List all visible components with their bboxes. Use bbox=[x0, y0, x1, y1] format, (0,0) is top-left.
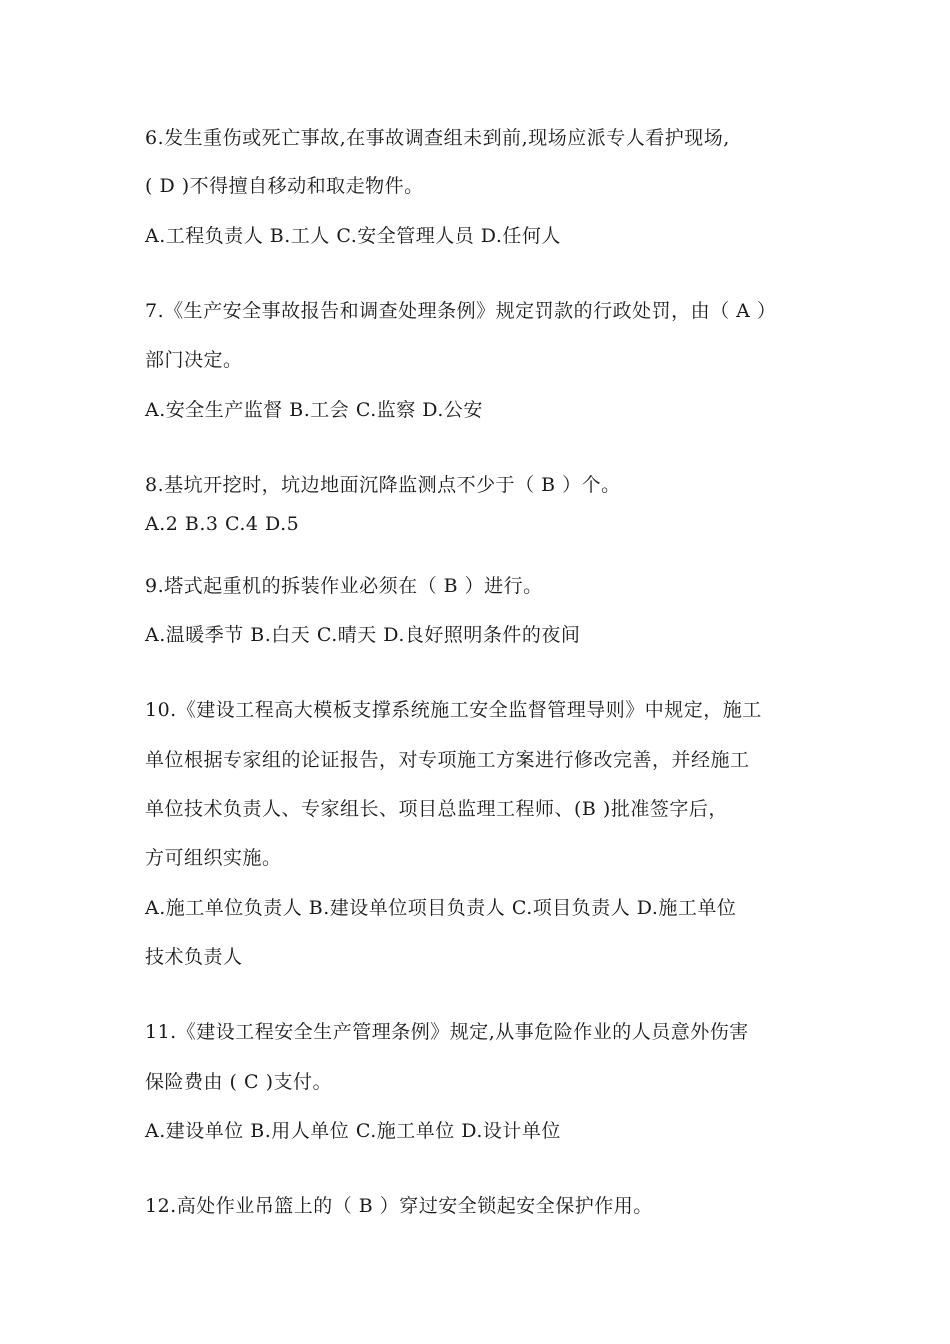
question-10-line-1: 10.《建设工程高大模板支撑系统施工安全监督管理导则》中规定，施工 bbox=[145, 699, 762, 721]
question-8-options: A.2 B.3 C.4 D.5 bbox=[145, 513, 300, 535]
question-11-line-1: 11.《建设工程安全生产管理条例》规定,从事危险作业的人员意外伤害 bbox=[145, 1021, 749, 1043]
question-11-line-2: 保险费由 ( C )支付。 bbox=[145, 1071, 332, 1093]
question-6-line-2: ( D )不得擅自移动和取走物件。 bbox=[145, 175, 424, 197]
question-7-options: A.安全生产监督 B.工会 C.监察 D.公安 bbox=[145, 399, 483, 421]
question-10-line-4: 方可组织实施。 bbox=[145, 847, 282, 869]
question-10-options-line-1: A.施工单位负责人 B.建设单位项目负责人 C.项目负责人 D.施工单位 bbox=[145, 897, 737, 919]
question-9-line-1: 9.塔式起重机的拆装作业必须在（ B ）进行。 bbox=[145, 575, 543, 597]
question-11-options: A.建设单位 B.用人单位 C.施工单位 D.设计单位 bbox=[145, 1120, 561, 1142]
question-10-line-2: 单位根据专家组的论证报告，对专项施工方案进行修改完善，并经施工 bbox=[145, 749, 750, 771]
question-9-options: A.温暖季节 B.白天 C.晴天 D.良好照明条件的夜间 bbox=[145, 624, 581, 646]
question-10-options-line-2: 技术负责人 bbox=[145, 946, 243, 968]
question-8-line-1: 8.基坑开挖时，坑边地面沉降监测点不少于（ B ）个。 bbox=[145, 474, 621, 496]
question-6-line-1: 6.发生重伤或死亡事故,在事故调查组未到前,现场应派专人看护现场, bbox=[145, 127, 730, 149]
question-6-options: A.工程负责人 B.工人 C.安全管理人员 D.任何人 bbox=[145, 225, 561, 247]
question-7-line-2: 部门决定。 bbox=[145, 349, 243, 371]
question-10-line-3: 单位技术负责人、专家组长、项目总监理工程师、(B )批准签字后， bbox=[145, 798, 728, 820]
question-12-line-1: 12.高处作业吊篮上的（ B ）穿过安全锁起安全保护作用。 bbox=[145, 1195, 653, 1217]
question-7-line-1: 7.《生产安全事故报告和调查处理条例》规定罚款的行政处罚，由（ A ） bbox=[145, 300, 777, 322]
